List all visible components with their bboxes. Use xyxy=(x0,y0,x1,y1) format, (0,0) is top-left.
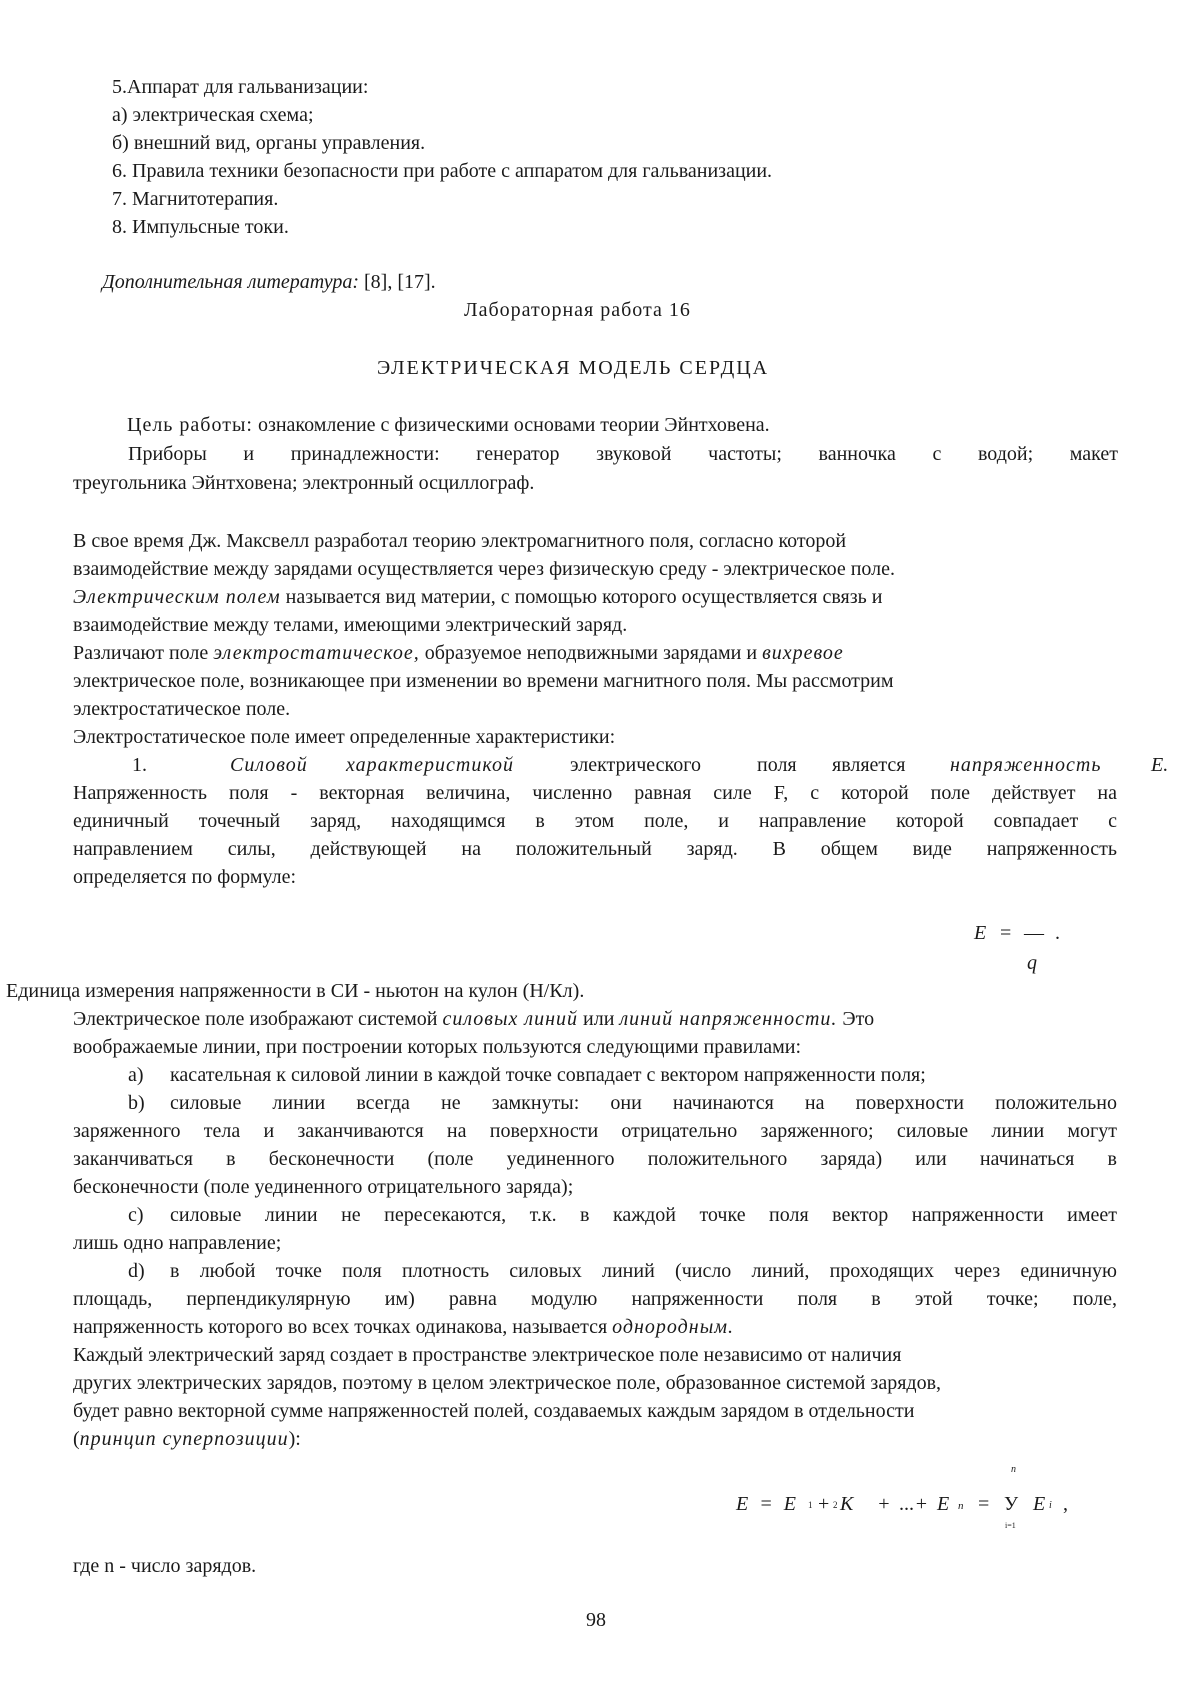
formula-sum: У xyxy=(1004,1493,1019,1515)
formula-comma: , xyxy=(1063,1493,1068,1515)
term-force-lines: силовых линий xyxy=(442,1008,579,1030)
item-word: является xyxy=(832,754,906,776)
paragraph-line: Напряженность поля - векторная величина, численно равная силе F, с которой поле действует на xyxy=(73,782,1117,804)
paragraph-line: Электростатическое поле имеет определенные характеристики: xyxy=(73,726,616,748)
formula-subscript: 1 xyxy=(808,1500,813,1510)
term-uniform: однородным. xyxy=(612,1316,734,1338)
paragraph-line: определяется по формуле: xyxy=(73,866,297,888)
formula-part: E xyxy=(1033,1493,1046,1515)
formula-lhs: E xyxy=(974,922,987,944)
item-word: электрического xyxy=(570,754,701,776)
formula-plus: + xyxy=(818,1493,830,1515)
formula-equals: = xyxy=(978,1493,990,1515)
list-item: а) электрическая схема; xyxy=(112,104,314,126)
paragraph-line: электростатическое поле. xyxy=(73,698,291,720)
rule-mark: b) xyxy=(128,1092,145,1114)
paragraph-line xyxy=(73,583,882,611)
equipment-line-2: треугольника Эйнтховена; электронный осциллограф. xyxy=(73,472,535,494)
formula-sum-top: n xyxy=(1011,1464,1016,1475)
paragraph-line: В свое время Дж. Максвелл разработал теорию электромагнитного поля, согласно которой xyxy=(73,530,847,552)
term-electrostatic: электростатическое, xyxy=(213,642,420,664)
formula-part: K xyxy=(840,1493,854,1515)
rule-text xyxy=(73,1313,734,1341)
goal-line xyxy=(127,411,770,439)
list-item: 7. Магнитотерапия. xyxy=(112,188,279,210)
rule-mark: d) xyxy=(128,1260,145,1282)
list-item: 6. Правила техники безопасности при работе с аппаратом для гальванизации. xyxy=(112,160,773,182)
paragraph-line: будет равно векторной сумме напряженностей полей, создаваемых каждым зарядом в отдельности xyxy=(73,1400,915,1422)
formula-equals: = xyxy=(1000,922,1012,944)
paragraph-text: или xyxy=(583,1008,615,1030)
rule-text: лишь одно направление; xyxy=(73,1232,282,1254)
term-intensity-lines: линий напряженности. xyxy=(619,1008,838,1030)
item-word: поля xyxy=(757,754,797,776)
formula-fraction-bar: — xyxy=(1024,922,1044,944)
paragraph-line: Каждый электрический заряд создает в пространстве электрическое поле независимо от наличия xyxy=(73,1344,902,1366)
rule-mark: c) xyxy=(128,1204,144,1226)
paragraph-line: других электрических зарядов, поэтому в целом электрическое поле, образованное системой зарядов, xyxy=(73,1372,942,1394)
paragraph-text: напряженность которого во всех точках одинакова, называется xyxy=(73,1316,608,1338)
rule-text: силовые линии не пересекаются, т.к. в каждой точке поля вектор напряженности имеет xyxy=(170,1204,1117,1226)
formula-subscript: i xyxy=(1049,1500,1052,1511)
paragraph-text: образуемое неподвижными зарядами и xyxy=(424,642,758,664)
formula-denominator: q xyxy=(1027,952,1037,974)
lab-heading: ЭЛЕКТРИЧЕСКАЯ МОДЕЛЬ СЕРДЦА xyxy=(377,357,770,379)
lab-title: Лабораторная работа 16 xyxy=(464,299,691,321)
paragraph-line: Единица измерения напряженности в СИ - ньютон на кулон (Н/Кл). xyxy=(6,980,585,1002)
term-intensity: напряженность xyxy=(950,754,1102,776)
paragraph-line xyxy=(73,1005,874,1033)
list-item: б) внешний вид, органы управления. xyxy=(112,132,426,154)
paragraph-line xyxy=(73,1425,301,1453)
paragraph-line: где n - число зарядов. xyxy=(73,1555,257,1577)
page-number: 98 xyxy=(586,1609,606,1631)
paragraph-text: Различают поле xyxy=(73,642,209,664)
goal-label: Цель работы: xyxy=(127,414,253,436)
rule-text: бесконечности (поле уединенного отрицательного заряда); xyxy=(73,1176,574,1198)
goal-text: ознакомление с физическими основами теории Эйнтховена. xyxy=(257,414,770,436)
item-number: 1. xyxy=(132,754,147,776)
equipment-line-1: Приборы и принадлежности: генератор звуковой частоты; ванночка с водой; макет xyxy=(128,443,1118,465)
paragraph-line: взаимодействие между телами, имеющими электрический заряд. xyxy=(73,614,628,636)
formula-dot: . xyxy=(1055,922,1060,944)
rule-text: площадь, перпендикулярную им) равна модулю напряженности поля в этой точке; поле, xyxy=(73,1288,1117,1310)
paragraph-line: единичный точечный заряд, находящимся в этом поле, и направление которой совпадает с xyxy=(73,810,1117,832)
formula-subscript: 2 xyxy=(833,1500,838,1510)
paragraph-line: электрическое поле, возникающее при изменении во времени магнитного поля. Мы рассмотрим xyxy=(73,670,894,692)
formula-part: + ...+ E xyxy=(877,1493,950,1515)
formula-sum-bottom: i=1 xyxy=(1005,1521,1016,1530)
rule-text: силовые линии всегда не замкнуты: они начинаются на поверхности положительно xyxy=(170,1092,1117,1114)
paragraph-text: Это xyxy=(842,1008,875,1030)
rule-text: заканчиваться в бесконечности (поле уединенного положительного заряда) или начинаться в xyxy=(73,1148,1117,1170)
paragraph-line xyxy=(73,639,844,667)
item-word: характеристикой xyxy=(346,754,514,776)
paragraph-line: направлением силы, действующей на положительный заряд. В общем виде напряженность xyxy=(73,838,1117,860)
paragraph-text: называется вид материи, с помощью которого осуществляется связь и xyxy=(285,586,883,608)
additional-literature-refs: [8], [17]. xyxy=(364,271,436,293)
rule-text: заряженного тела и заканчиваются на поверхности отрицательно заряженного; силовые линии могут xyxy=(73,1120,1117,1142)
paragraph-text: Электрическое поле изображают системой xyxy=(73,1008,438,1030)
paren-open: ( xyxy=(73,1428,80,1450)
paragraph-line: взаимодействие между зарядами осуществляется через физическую среду - электрическое поле. xyxy=(73,558,896,580)
paragraph-line: воображаемые линии, при построении которых пользуются следующими правилами: xyxy=(73,1036,802,1058)
term-electric-field: Электрическим полем xyxy=(73,586,281,608)
formula-subscript: n xyxy=(958,1500,964,1512)
rule-text: в любой точке поля плотность силовых линий (число линий, проходящих через единичную xyxy=(170,1260,1117,1282)
term-vortex: вихревое xyxy=(762,642,844,664)
term-superposition: принцип суперпозиции xyxy=(79,1428,289,1450)
item-word: Силовой xyxy=(230,754,308,776)
additional-literature xyxy=(102,268,436,296)
list-item: 8. Импульсные токи. xyxy=(112,216,289,238)
rule-mark: a) xyxy=(128,1064,144,1086)
list-item: 5.Аппарат для гальванизации: xyxy=(112,76,369,98)
formula-part: E = E xyxy=(736,1493,796,1515)
item-word: E. xyxy=(1151,754,1169,776)
additional-literature-label: Дополнительная литература: xyxy=(102,271,359,293)
paren-close: ): xyxy=(288,1428,301,1450)
rule-text: касательная к силовой линии в каждой точке совпадает с вектором напряженности поля; xyxy=(170,1064,926,1086)
